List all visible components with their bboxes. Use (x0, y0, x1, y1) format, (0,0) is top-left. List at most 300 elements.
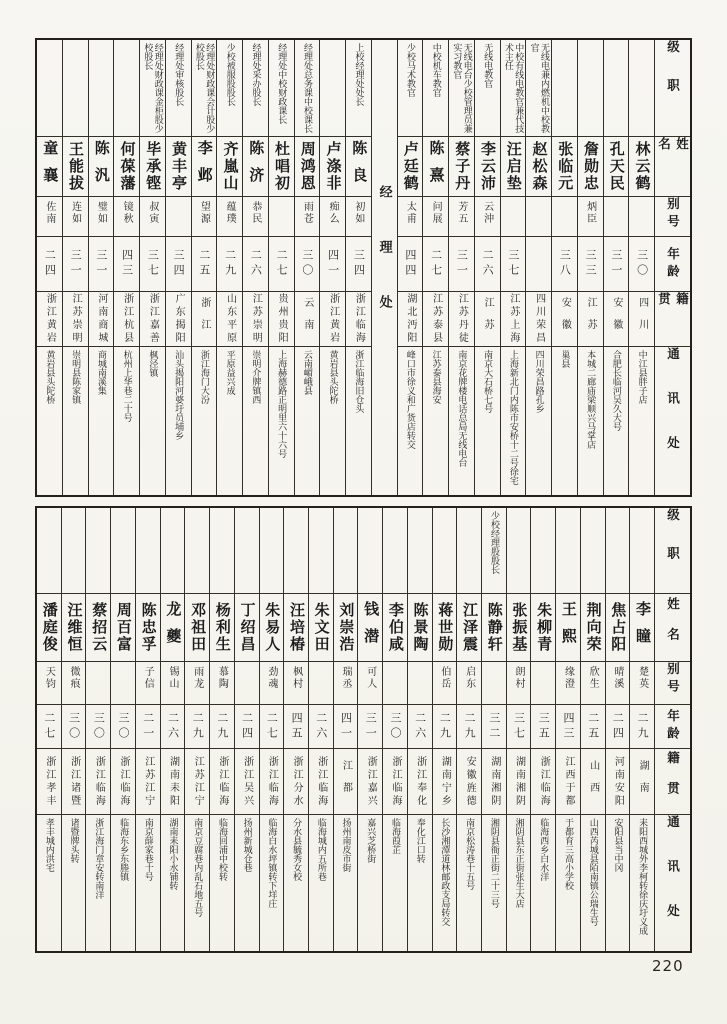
rank-cell (284, 508, 308, 594)
name-text: 朱文田 (312, 602, 331, 653)
name-cell (86, 594, 110, 662)
origin-cell (482, 749, 506, 815)
age-cell (629, 237, 654, 292)
alias-cell (383, 662, 407, 705)
age-text: 二九 (215, 711, 229, 742)
origin-text: 湖北沔阳 (404, 293, 416, 345)
person-column (345, 40, 371, 495)
name-cell (140, 137, 165, 197)
name-text: 周鸿恩 (298, 141, 317, 192)
alias-cell (606, 662, 630, 705)
age-text: 二九 (463, 711, 477, 742)
address-text: 峰口市徐义和广货店转交 (404, 350, 415, 449)
name-text: 钱潜 (362, 600, 381, 655)
alias-cell (37, 662, 61, 705)
address-text: 崇明县陈家镇 (70, 350, 81, 404)
origin-text: 浙江临海 (93, 755, 105, 808)
name-cell (578, 137, 603, 197)
page-number: 220 (652, 957, 684, 975)
name-text: 陈景陶 (411, 602, 430, 653)
name-text: 赵松森 (530, 141, 549, 192)
address-cell (111, 815, 135, 951)
age-text: 二七 (42, 711, 56, 742)
address-cell (62, 815, 86, 951)
age-cell (346, 237, 371, 292)
alias-text: 炳臣 (584, 201, 596, 225)
name-text: 朱易人 (263, 602, 282, 653)
origin-cell (136, 749, 160, 815)
origin-text: 山东平原 (224, 293, 236, 345)
person-column (407, 508, 432, 951)
age-cell (423, 237, 448, 292)
age-text: 二四 (611, 711, 625, 742)
origin-cell (346, 292, 371, 347)
alias-text: 劲魂 (265, 666, 277, 690)
origin-text: 安徽旌德 (464, 755, 476, 808)
alias-text: 缘澄 (562, 666, 574, 690)
origin-text: 江苏江宁 (142, 755, 154, 808)
age-cell (334, 705, 358, 749)
origin-cell (269, 292, 294, 347)
origin-cell (309, 749, 333, 815)
header-column (654, 508, 690, 951)
alias-cell (89, 197, 114, 237)
origin-text: 江苏丹徒 (456, 293, 468, 345)
name-text: 周百富 (114, 602, 133, 653)
name-text: 陈忠孚 (139, 602, 158, 653)
name-cell (398, 137, 423, 197)
rank-cell (136, 508, 160, 594)
age-text: 三三 (584, 249, 598, 279)
origin-text: 浙江嘉善 (147, 293, 159, 345)
rank-cell (210, 508, 234, 594)
rank-text: 无线电兼内燃机中校教官 (528, 43, 549, 133)
age-cell (398, 237, 423, 292)
origin-text: 江苏上海 (507, 293, 519, 345)
age-text: 三一 (94, 249, 108, 279)
alias-cell (507, 662, 531, 705)
name-text: 刘崇浩 (337, 602, 356, 653)
origin-text: 四川荣昌 (533, 293, 545, 345)
alias-cell (136, 662, 160, 705)
age-text: 二一 (141, 711, 155, 742)
person-column (481, 508, 506, 951)
header-address-label (655, 347, 690, 495)
address-cell (334, 815, 358, 951)
origin-cell (284, 749, 308, 815)
address-text: 长沙湘潭道林邮政支局转交 (439, 818, 450, 926)
alias-text: 楚英 (636, 666, 648, 690)
name-text: 江泽震 (460, 602, 479, 653)
origin-cell (398, 292, 423, 347)
age-cell (309, 705, 333, 749)
alias-cell (552, 197, 577, 237)
alias-text: 雨苍 (301, 201, 313, 225)
age-text: 四一 (339, 711, 353, 742)
person-column (506, 508, 531, 951)
origin-cell (526, 292, 551, 347)
person-column (580, 508, 605, 951)
name-cell (334, 594, 358, 662)
header-address-text: 通讯处 (665, 347, 681, 481)
alias-cell (111, 662, 135, 705)
name-text: 丁绍昌 (238, 602, 257, 653)
name-cell (449, 137, 474, 197)
age-cell (185, 705, 209, 749)
name-cell (114, 137, 139, 197)
rank-cell (531, 508, 555, 594)
address-cell (578, 347, 603, 495)
origin-text: 河南安阳 (612, 755, 624, 808)
person-column (422, 40, 448, 495)
person-column (603, 40, 629, 495)
age-text: 二六 (249, 249, 263, 279)
rank-cell (62, 508, 86, 594)
address-cell (526, 347, 551, 495)
age-cell (269, 237, 294, 292)
alias-cell (475, 197, 500, 237)
address-cell (629, 347, 654, 495)
address-text: 山西芮城县陌南镇公瑞生号 (587, 818, 598, 926)
rank-cell (140, 40, 165, 137)
name-cell (604, 137, 629, 197)
name-cell (166, 137, 191, 197)
address-text: 湘阴县衙正街二十三号 (488, 818, 499, 908)
section-label-cell (372, 40, 397, 495)
name-cell (383, 594, 407, 662)
person-column (191, 40, 217, 495)
address-text: 扬州南皮市街 (340, 818, 351, 872)
alias-text: 镜秋 (121, 201, 133, 225)
rank-cell (423, 40, 448, 137)
rank-cell (185, 508, 209, 594)
name-cell (346, 137, 371, 197)
name-cell (581, 594, 605, 662)
person-column (605, 508, 630, 951)
origin-cell (531, 749, 555, 815)
person-column (500, 40, 526, 495)
address-cell (210, 815, 234, 951)
age-text: 二七 (429, 249, 443, 279)
person-column (456, 508, 481, 951)
origin-text: 贵州贵阳 (276, 293, 288, 345)
origin-text: 湖南宁乡 (439, 755, 451, 808)
origin-cell (630, 749, 654, 815)
person-column (319, 40, 345, 495)
origin-cell (408, 749, 432, 815)
rank-cell (235, 508, 259, 594)
person-column (525, 40, 551, 495)
origin-cell (62, 749, 86, 815)
rank-cell (320, 40, 345, 137)
rank-cell (482, 508, 506, 594)
address-cell (457, 815, 481, 951)
name-text: 蔡招云 (90, 602, 109, 653)
age-cell (581, 705, 605, 749)
address-cell (243, 347, 268, 495)
alias-cell (398, 197, 423, 237)
alias-cell (526, 197, 551, 237)
origin-cell (210, 749, 234, 815)
age-text: 四四 (403, 249, 417, 279)
age-text: 二七 (265, 711, 279, 742)
age-cell (433, 705, 457, 749)
person-column (37, 508, 61, 951)
alias-cell (217, 197, 242, 237)
address-text: 临海东乡东塍镇 (118, 818, 129, 881)
rank-text: 经理处审核股长 (173, 43, 184, 106)
alias-cell (358, 662, 382, 705)
person-column (555, 508, 580, 951)
origin-cell (383, 749, 407, 815)
alias-cell (86, 662, 110, 705)
age-text: 二六 (314, 711, 328, 742)
alias-text: 雨龙 (191, 666, 203, 690)
name-text: 李邺 (195, 139, 214, 194)
name-text: 汪启垫 (504, 141, 523, 192)
name-cell (37, 137, 62, 197)
age-text: 三〇 (117, 711, 131, 742)
address-text: 南京薛家巷十号 (142, 818, 153, 881)
rank-cell (192, 40, 217, 137)
origin-cell (185, 749, 209, 815)
alias-cell (629, 197, 654, 237)
rank-cell (383, 508, 407, 594)
address-cell (89, 347, 114, 495)
name-text: 焦占阳 (609, 602, 628, 653)
rank-cell (629, 40, 654, 137)
name-cell (606, 594, 630, 662)
rank-text: 经理处总务课中校课长 (302, 43, 313, 133)
age-text: 三〇 (300, 249, 314, 279)
alias-cell (578, 197, 603, 237)
name-cell (136, 594, 160, 662)
header-age-label (655, 237, 690, 292)
age-cell (383, 705, 407, 749)
origin-text: 河南商城 (95, 293, 107, 345)
rank-cell (501, 40, 526, 137)
address-cell (531, 815, 555, 951)
name-cell (63, 137, 88, 197)
name-cell (531, 594, 555, 662)
rank-cell (111, 508, 135, 594)
origin-text: 浙江临海 (538, 755, 550, 808)
name-cell (192, 137, 217, 197)
rank-cell (358, 508, 382, 594)
age-text: 二六 (166, 711, 180, 742)
origin-cell (243, 292, 268, 347)
rank-cell (309, 508, 333, 594)
alias-cell (185, 662, 209, 705)
person-column (216, 40, 242, 495)
address-cell (581, 815, 605, 951)
origin-text: 四川 (636, 297, 648, 341)
rank-cell (334, 508, 358, 594)
person-column (242, 40, 268, 495)
person-column (160, 508, 185, 951)
address-cell (37, 815, 61, 951)
address-text: 安阳县当中冈 (612, 818, 623, 872)
rank-cell (457, 508, 481, 594)
alias-cell (114, 197, 139, 237)
alias-text: 枫村 (290, 666, 302, 690)
alias-text: 望源 (198, 201, 210, 225)
alias-cell (449, 197, 474, 237)
age-cell (556, 705, 580, 749)
address-cell (217, 347, 242, 495)
person-column (259, 508, 284, 951)
address-cell (136, 815, 160, 951)
age-cell (37, 237, 62, 292)
age-cell (111, 705, 135, 749)
name-cell (235, 594, 259, 662)
address-text: 诸暨牌头转 (68, 818, 79, 863)
address-text: 耒阳西城外李柯转徐庆圩义成 (637, 818, 648, 935)
age-cell (37, 705, 61, 749)
origin-cell (457, 749, 481, 815)
name-text: 陈济 (247, 139, 266, 194)
rank-text: 经理处财政课金柜股少校股长 (142, 43, 163, 133)
address-text: 枫泾镇 (147, 350, 158, 377)
header-rank-label (655, 508, 690, 594)
age-text: 三四 (172, 249, 186, 279)
name-text: 黄丰亭 (170, 141, 188, 192)
name-text: 杜唱初 (273, 141, 291, 192)
header-alias-label (655, 197, 690, 237)
address-text: 嘉兴芝桥街 (365, 818, 376, 863)
address-text: 四川荣昌路孔乡 (533, 350, 544, 413)
origin-text: 湖南湘阴 (488, 755, 500, 808)
rank-cell (604, 40, 629, 137)
rank-cell (433, 508, 457, 594)
origin-text: 浙江黄岩 (327, 293, 339, 345)
origin-cell (581, 749, 605, 815)
age-text: 三一 (455, 249, 469, 279)
origin-cell (114, 292, 139, 347)
age-cell (62, 705, 86, 749)
address-text: 于都育三高小学校 (563, 818, 574, 890)
person-column (432, 508, 457, 951)
age-cell (140, 237, 165, 292)
origin-text: 江苏泰县 (430, 293, 442, 345)
name-cell (457, 594, 481, 662)
person-column (234, 508, 259, 951)
rank-cell (37, 508, 61, 594)
origin-text: 云南 (301, 297, 313, 341)
alias-cell (192, 197, 217, 237)
address-cell (358, 815, 382, 951)
alias-text: 云沖 (481, 201, 493, 225)
origin-cell (86, 749, 110, 815)
alias-cell (62, 662, 86, 705)
person-column (165, 40, 191, 495)
rank-cell (89, 40, 114, 137)
alias-cell (482, 662, 506, 705)
name-text: 王熙 (559, 600, 578, 655)
alias-text: 璧如 (95, 201, 107, 225)
address-cell (433, 815, 457, 951)
person-column (448, 40, 474, 495)
age-text: 四五 (290, 711, 304, 742)
name-text: 张临元 (556, 141, 575, 192)
address-text: 黄岩县头陀桥 (327, 350, 338, 404)
person-column (294, 40, 320, 495)
age-cell (449, 237, 474, 292)
origin-text: 湖南 (637, 759, 649, 804)
person-column (629, 508, 654, 951)
rank-cell (260, 508, 284, 594)
alias-text: 欣生 (587, 666, 599, 690)
origin-text: 江苏 (482, 297, 494, 341)
address-text: 巢县 (559, 350, 570, 368)
origin-text: 浙江临海 (353, 293, 365, 345)
alias-cell (501, 197, 526, 237)
alias-cell (423, 197, 448, 237)
age-text: 二四 (43, 249, 57, 279)
section-label-text: 经理处 (376, 185, 392, 350)
name-cell (358, 594, 382, 662)
rank-text: 经理处采办股长 (250, 43, 261, 106)
address-cell (423, 347, 448, 495)
address-cell (552, 347, 577, 495)
name-text: 孔天民 (607, 141, 626, 192)
alias-cell (630, 662, 654, 705)
origin-text: 广东揭阳 (173, 293, 185, 345)
name-cell (552, 137, 577, 197)
address-text: 平原益兴成 (224, 350, 235, 395)
name-cell (629, 137, 654, 197)
header-name-text: 姓名 (656, 137, 690, 168)
header-origin-label (655, 292, 690, 347)
alias-text: 痴么 (327, 201, 339, 225)
rank-cell (408, 508, 432, 594)
origin-cell (433, 749, 457, 815)
person-column (135, 508, 160, 951)
alias-text: 瑞丞 (340, 666, 352, 690)
age-cell (578, 237, 603, 292)
origin-cell (507, 749, 531, 815)
alias-text: 蕴璞 (224, 201, 236, 225)
address-text: 浙江海门章安转南洋 (93, 818, 104, 899)
address-cell (604, 347, 629, 495)
address-cell (606, 815, 630, 951)
address-text: 奉化江口转 (414, 818, 425, 863)
address-cell (284, 815, 308, 951)
person-column (333, 508, 358, 951)
rank-cell (552, 40, 577, 137)
address-cell (309, 815, 333, 951)
address-cell (114, 347, 139, 495)
origin-text: 浙江分水 (291, 755, 303, 808)
rank-cell (630, 508, 654, 594)
person-column (308, 508, 333, 951)
header-origin-label (655, 749, 690, 815)
rank-cell (475, 40, 500, 137)
person-column (62, 40, 88, 495)
alias-cell (243, 197, 268, 237)
origin-cell (37, 292, 62, 347)
alias-cell (166, 197, 191, 237)
name-text: 荆向荣 (584, 602, 603, 653)
origin-text: 江都 (340, 759, 352, 804)
alias-text: 子信 (142, 666, 154, 690)
origin-text: 江西于都 (562, 755, 574, 808)
person-column (88, 40, 114, 495)
name-cell (243, 137, 268, 197)
address-text: 湖南耒阳小水铺转 (167, 818, 178, 890)
name-text: 李伯咸 (386, 602, 405, 653)
alias-text: 初如 (352, 201, 364, 225)
